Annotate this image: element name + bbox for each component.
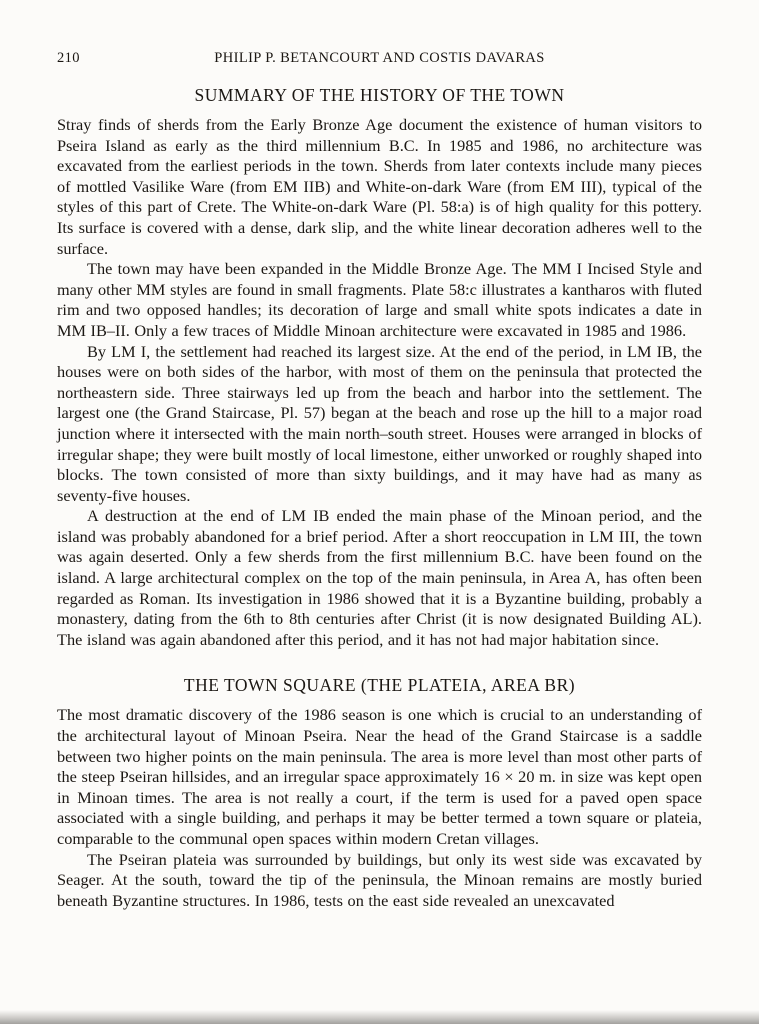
paragraph: Stray finds of sherds from the Early Bronze Age document the existence of human visitors to Pseira Island as early as the third millennium B.C. In 1985 and 1986, no architecture was excavated from the earliest periods in the town. Sherds from later contexts include many pieces of mottled Vasilike Ware (from EM IIB) and White-on-dark Ware (from EM III), typical of the styles of this part of Crete. The White-on-dark Ware (Pl. 58:a) is of high quality for this pottery. Its surface is covered with a dense, dark slip, and the white linear decoration adheres well to the surface. [57, 115, 702, 258]
paragraph: The town may have been expanded in the Middle Bronze Age. The MM I Incised Style and many other MM styles are found in small fragments. Plate 58:c illustrates a kantharos with fluted rim and two opposed handles; its decoration of large and small white spots indicates a date in MM IB–II. Only a few traces of Middle Minoan architecture were excavated in 1985 and 1986. [57, 259, 702, 340]
section-town-square [57, 674, 702, 911]
section-heading-summary: SUMMARY OF THE HISTORY OF THE TOWN [194, 85, 565, 105]
paragraph: The Pseiran plateia was surrounded by buildings, but only its west side was excavated by Seager. At the south, toward the tip of the peninsula, the Minoan remains are mostly buried beneath Byzantine structures. In 1986, tests on the east side revealed an unexcavated [57, 849, 702, 910]
running-header: PHILIP P. BETANCOURT AND COSTIS DAVARAS [214, 50, 545, 66]
paragraph: A destruction at the end of LM IB ended the main phase of the Minoan period, and the island was probably abandoned for a brief period. After a short reoccupation in LM III, the town was again deserted. Only a few sherds from the first millennium B.C. have been found on the island. A large architectural complex on the top of the main peninsula, in Area A, has often been regarded as Roman. Its investigation in 1986 showed that it is a Byzantine building, probably a monastery, dating from the 6th to 8th centuries after Christ (it is now designated Building AL). The island was again abandoned after this period, and it has not had major habitation since. [57, 506, 702, 649]
section-heading-town-square: THE TOWN SQUARE (THE PLATEIA, AREA BR) [183, 675, 576, 696]
page-edge-shadow [0, 1010, 759, 1024]
paragraph: The most dramatic discovery of the 1986 season is one which is crucial to an understanding of the architectural layout of Minoan Pseira. Near the head of the Grand Staircase is a saddle between two higher points on the main peninsula. The area is more level than most other parts of the steep Pseiran hillsides, and an irregular space approximately 16 × 20 m. in size was kept open in Minoan times. The area is not really a court, if the term is used for a paved open space associated with a single building, and perhaps it may be better termed a town square or plateia, comparable to the communal open spaces within modern Cretan villages. [57, 705, 702, 848]
page-number: 210 [57, 50, 80, 66]
paragraph: By LM I, the settlement had reached its largest size. At the end of the period, in LM IB, the houses were on both sides of the harbor, with most of them on the peninsula that protected the northeastern side. Three stairways led up from the beach and harbor into the settlement. The largest one (the Grand Staircase, Pl. 57) began at the beach and rose up the hill to a major road junction where it intersected with the main north–south street. Houses were arranged in blocks of irregular shape; they were built mostly of local limestone, either unworked or roughly shaped into blocks. The town consisted of more than sixty buildings, and it may have had as many as seventy-five houses. [57, 341, 702, 505]
section-summary-history [57, 84, 702, 650]
page-header [57, 48, 702, 68]
